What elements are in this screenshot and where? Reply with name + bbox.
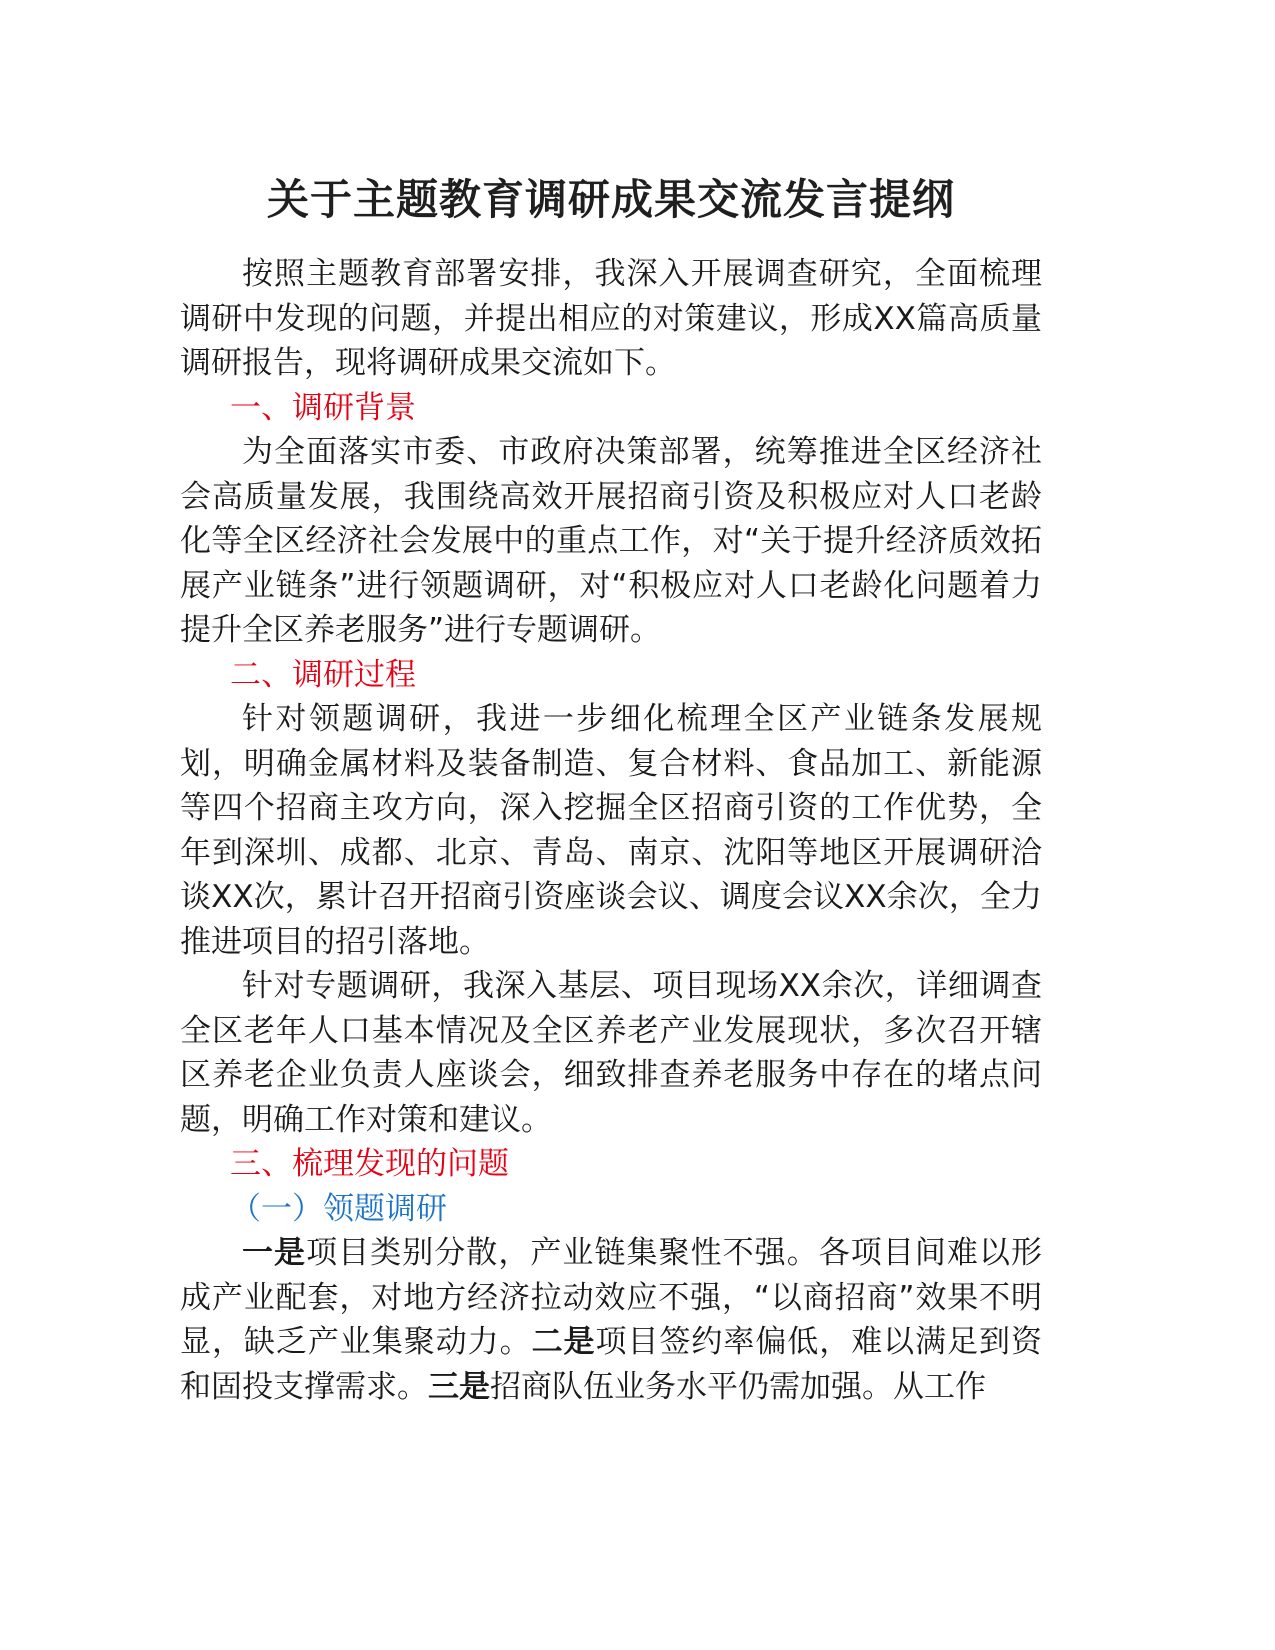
section-heading-background: 一、调研背景	[230, 389, 416, 426]
point-text-third: 招商队伍业务水平仍需加强。从工作	[490, 1368, 986, 1405]
section-heading-process: 二、调研过程	[230, 656, 416, 693]
point-lead-first: 一是	[242, 1235, 307, 1271]
point-text-second: 项目签约率偏低，难以满足到资和固投支撑需求。	[180, 1324, 1043, 1405]
subheading-lead-topic-research: （一）领题调研	[230, 1190, 447, 1227]
point-lead-second: 二是	[531, 1324, 596, 1360]
problems-paragraph	[180, 1231, 1042, 1409]
document-page	[180, 168, 1042, 1409]
background-paragraph: 为全面落实市委、市政府决策部署，统筹推进全区经济社会高质量发展，我围绕高效开展招商引资及积极应对人口老龄化等全区经济社会发展中的重点工作，对“关于提升经济质效拓展产业链条”进行领题调研，对“积极应对人口老龄化问题着力提升全区养老服务”进行专题调研。	[180, 434, 1042, 648]
section-heading-problems: 三、梳理发现的问题	[230, 1146, 509, 1182]
point-lead-third: 三是	[428, 1368, 490, 1405]
document-title: 关于主题教育调研成果交流发言提纲	[266, 175, 955, 224]
process-paragraph-special-topic: 针对专题调研，我深入基层、项目现场XX余次，详细调查全区老年人口基本情况及全区养老产业发展现状，多次召开辖区养老企业负责人座谈会，细致排查养老服务中存在的堵点问题，明确工作对策和建议。	[180, 968, 1042, 1138]
point-text-first: 项目类别分散，产业链集聚性不强。各项目间难以形成产业配套，对地方经济拉动效应不强，“以商招商”效果不明显，缺乏产业集聚动力。	[180, 1235, 1043, 1360]
process-paragraph-lead-topic: 针对领题调研，我进一步细化梳理全区产业链条发展规划，明确金属材料及装备制造、复合材料、食品加工、新能源等四个招商主攻方向，深入挖掘全区招商引资的工作优势，全年到深圳、成都、北京、青岛、南京、沈阳等地区开展调研洽谈XX次，累计召开招商引资座谈会议、调度会议XX余次，全力推进项目的招引落地。	[180, 701, 1042, 960]
intro-paragraph: 按照主题教育部署安排，我深入开展调查研究，全面梳理调研中发现的问题，并提出相应的对策建议，形成XX篇高质量调研报告，现将调研成果交流如下。	[180, 256, 1042, 381]
